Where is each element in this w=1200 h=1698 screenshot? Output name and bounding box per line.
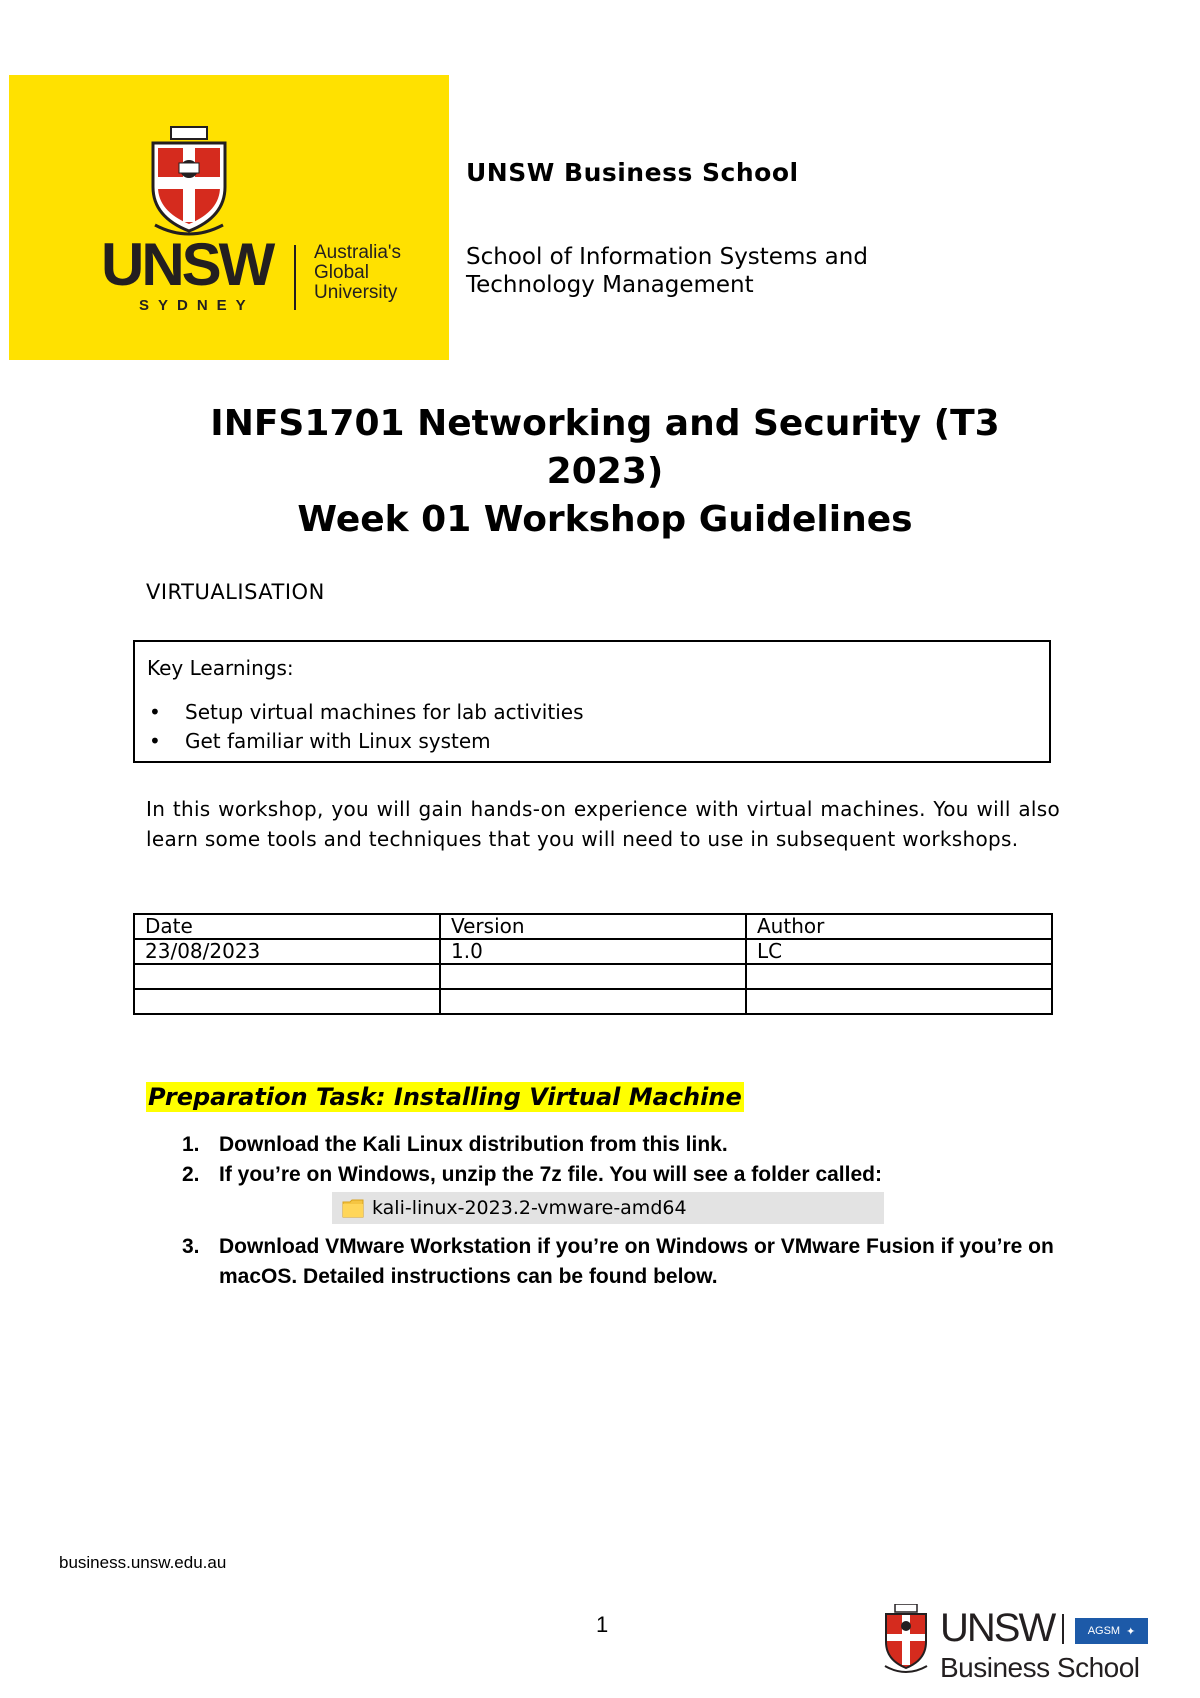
table-cell bbox=[134, 964, 440, 989]
table-header-cell: Date bbox=[134, 914, 440, 939]
logo-city: SYDNEY bbox=[139, 297, 255, 314]
business-school-divider bbox=[1062, 1614, 1064, 1644]
business-school-wordmark: UNSW bbox=[940, 1606, 1055, 1650]
page-number: 1 bbox=[596, 1612, 609, 1637]
folder-icon bbox=[342, 1197, 364, 1219]
table-cell bbox=[746, 964, 1052, 989]
agsm-badge bbox=[1075, 1618, 1148, 1644]
step-number: 1. bbox=[182, 1133, 200, 1156]
business-school-label: Business School bbox=[940, 1652, 1140, 1683]
title-line: Week 01 Workshop Guidelines bbox=[297, 499, 913, 540]
list-item bbox=[146, 1232, 1066, 1292]
step-text: If you’re on Windows, unzip the 7z file. You will see a folder called: bbox=[219, 1163, 882, 1186]
list-item: • Get familiar with Linux system bbox=[147, 727, 584, 756]
table-cell: LC bbox=[746, 939, 1052, 964]
table-cell bbox=[440, 964, 746, 989]
school-name: UNSW Business School bbox=[466, 158, 799, 187]
table-cell: 23/08/2023 bbox=[134, 939, 440, 964]
tagline-line: Australia's bbox=[314, 242, 402, 263]
star-icon: ✦ bbox=[1126, 1625, 1136, 1638]
tagline-line: University bbox=[314, 282, 398, 303]
step-text[interactable]: Download the Kali Linux distribution from this link. bbox=[219, 1133, 728, 1156]
table-cell bbox=[746, 989, 1052, 1014]
school-subtitle-line: Technology Management bbox=[466, 272, 754, 298]
preparation-heading: Preparation Task: Installing Virtual Machine bbox=[148, 1083, 742, 1111]
table-header-cell: Author bbox=[746, 914, 1052, 939]
folder-screenshot-row bbox=[146, 1192, 1066, 1224]
key-learnings-list bbox=[147, 698, 584, 756]
table-row bbox=[134, 939, 1052, 964]
step-number: 2. bbox=[182, 1163, 200, 1186]
step-number: 3. bbox=[182, 1235, 200, 1258]
tagline-line: Global bbox=[314, 262, 369, 283]
section-label: VIRTUALISATION bbox=[146, 580, 325, 604]
school-subtitle bbox=[466, 243, 936, 299]
table-header-cell: Version bbox=[440, 914, 746, 939]
list-item: • Setup virtual machines for lab activities bbox=[147, 698, 584, 727]
logo-divider bbox=[294, 245, 296, 310]
business-school-crest-icon bbox=[883, 1604, 929, 1676]
folder-item bbox=[332, 1192, 884, 1224]
logo-wordmark: UNSW bbox=[101, 231, 273, 298]
logo-tagline bbox=[314, 243, 401, 303]
document-title bbox=[150, 400, 1060, 544]
intro-paragraph: In this workshop, you will gain hands-on experience with virtual machines. You will also learn some tools and techniques that you will need to use in subsequent workshops. bbox=[146, 797, 1060, 851]
footer-url[interactable]: business.unsw.edu.au bbox=[59, 1553, 227, 1572]
unsw-logo-block bbox=[9, 75, 449, 360]
table-cell: 1.0 bbox=[440, 939, 746, 964]
school-subtitle-line: School of Information Systems and bbox=[466, 244, 868, 270]
folder-name: kali-linux-2023.2-vmware-amd64 bbox=[372, 1197, 687, 1219]
list-item bbox=[146, 1130, 1066, 1160]
list-item bbox=[146, 1160, 1066, 1190]
agsm-label: AGSM bbox=[1087, 1625, 1121, 1637]
table-cell bbox=[134, 989, 440, 1014]
title-line: INFS1701 Networking and Security (T3 bbox=[210, 403, 1000, 444]
unsw-crest-icon bbox=[149, 125, 229, 237]
key-learnings-title: Key Learnings: bbox=[147, 656, 294, 680]
table-header-row bbox=[134, 914, 1052, 939]
step-text: Download VMware Workstation if you’re on Windows or VMware Fusion if you’re on macOS. Detailed instructions can be found below. bbox=[219, 1235, 1054, 1288]
table-row bbox=[134, 989, 1052, 1014]
version-table bbox=[133, 913, 1053, 1015]
title-line: 2023) bbox=[546, 451, 664, 492]
table-cell bbox=[440, 989, 746, 1014]
table-row bbox=[134, 964, 1052, 989]
preparation-steps bbox=[146, 1130, 1066, 1292]
key-learnings-box bbox=[133, 640, 1051, 763]
